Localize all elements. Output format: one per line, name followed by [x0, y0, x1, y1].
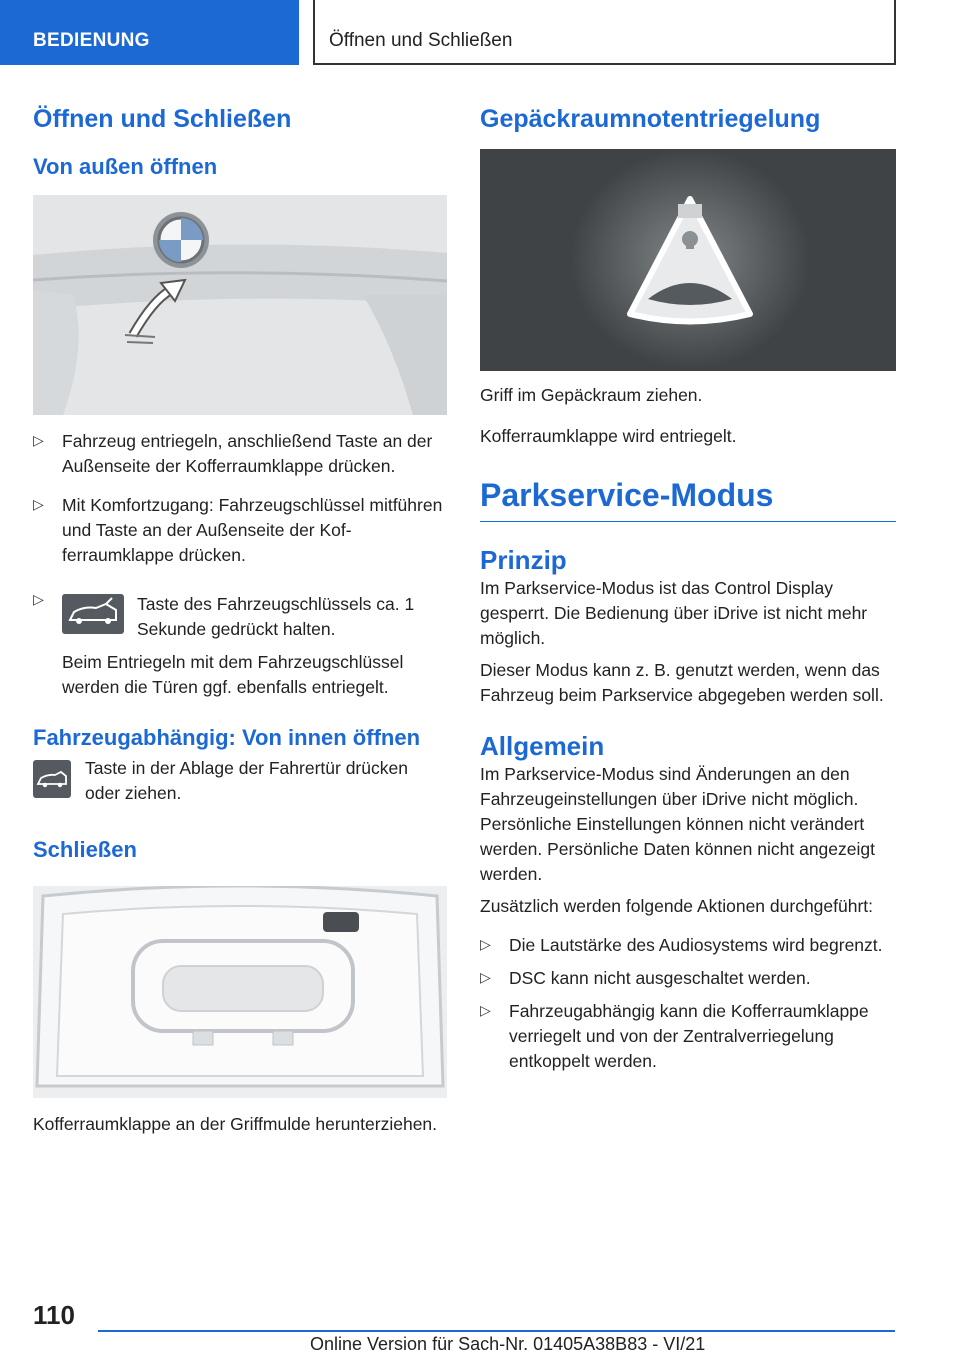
- left-column: [33, 100, 447, 1137]
- page-number: 110: [33, 1300, 75, 1330]
- key-bullet-row: [33, 592, 447, 642]
- header-section-label: BEDIENUNG: [33, 30, 150, 51]
- emergency-handle-image: [480, 149, 896, 371]
- key-note: Beim Entriegeln mit dem Fahrzeugschlüssel werden die Türen ggf. ebenfalls entriegelt.: [62, 652, 404, 697]
- principle-paragraph-1: Im Parkservice-Modus ist das Control Display gesperrt. Die Bedienung über iDrive ist nicht mehr möglich.: [480, 578, 868, 648]
- heading-general: Allgemein: [480, 731, 605, 761]
- list-item: ▷ DSC kann nicht ausgeschaltet werden.: [480, 966, 896, 991]
- car-trunk-key-icon: [62, 594, 124, 634]
- heading-from-outside: Von außen öffnen: [33, 154, 218, 179]
- footer-divider: [98, 1330, 895, 1332]
- heading-park-service: Parkservice-Modus: [480, 475, 896, 522]
- triangle-bullet-icon: ▷: [33, 592, 44, 608]
- inside-row: [33, 756, 447, 808]
- right-column: [480, 100, 896, 1074]
- general-paragraph-1: Im Parkservice-Modus sind Änderungen an den Fahrzeugeinstellungen über iDrive nicht möglich. Persönliche Einstellungen können nicht verändert werden. Persönliche Daten können nicht angezeigt werden.: [480, 764, 875, 884]
- heading-principle: Prinzip: [480, 545, 567, 575]
- trunk-interior-image: [33, 886, 447, 1098]
- list-item: ▷ Mit Komfortzugang: Fahrzeugschlüssel mitführen und Taste an der Außenseite der Kofferraumklappe drücken.: [33, 493, 447, 568]
- page-title: Öffnen und Schließen: [33, 105, 292, 133]
- close-caption: Kofferraumklappe an der Griffmulde herunterziehen.: [33, 1114, 438, 1134]
- header-chapter-label: Öffnen und Schließen: [329, 30, 513, 51]
- principle-paragraph-2: Dieser Modus kann z. B. genutzt werden, wenn das Fahrzeug beim Parkservice abgegeben werden soll.: [480, 660, 884, 705]
- key-bullet-text: Taste des Fahrzeugschlüssels ca. 1 Sekunde gedrückt halten.: [137, 594, 415, 639]
- heading-close: Schließen: [33, 837, 137, 862]
- header-section-tab: [0, 0, 299, 65]
- inside-text: Taste in der Ablage der Fahrertür drücken oder ziehen.: [85, 758, 408, 803]
- heading-from-inside: Fahrzeugabhängig: Von innen öffnen: [33, 725, 421, 750]
- trunk-button-icon: [33, 760, 71, 798]
- trunk-lid-image: [33, 195, 447, 415]
- outside-bullets: [33, 429, 447, 568]
- header-chapter-tab: [313, 0, 896, 65]
- emergency-text-2: Kofferraumklappe wird entriegelt.: [480, 426, 737, 446]
- heading-emergency-release: Gepäckraumnotentriegelung: [480, 105, 821, 133]
- park-bullets: [480, 933, 896, 1074]
- general-paragraph-2: Zusätzlich werden folgende Aktionen durchgeführt:: [480, 896, 874, 916]
- list-item: ▷ Die Lautstärke des Audiosystems wird begrenzt.: [480, 933, 896, 958]
- list-item: ▷ Fahrzeugabhängig kann die Kofferraumklappe verriegelt und von der Zentralverriegelung entkoppelt werden.: [480, 999, 896, 1074]
- list-item: ▷ Fahrzeug entriegeln, anschließend Taste an der Außenseite der Kofferraumklappe drücken.: [33, 429, 447, 479]
- footer-version-text: Online Version für Sach-Nr. 01405A38B83 - VI/21: [310, 1334, 706, 1354]
- emergency-text-1: Griff im Gepäckraum ziehen.: [480, 385, 703, 405]
